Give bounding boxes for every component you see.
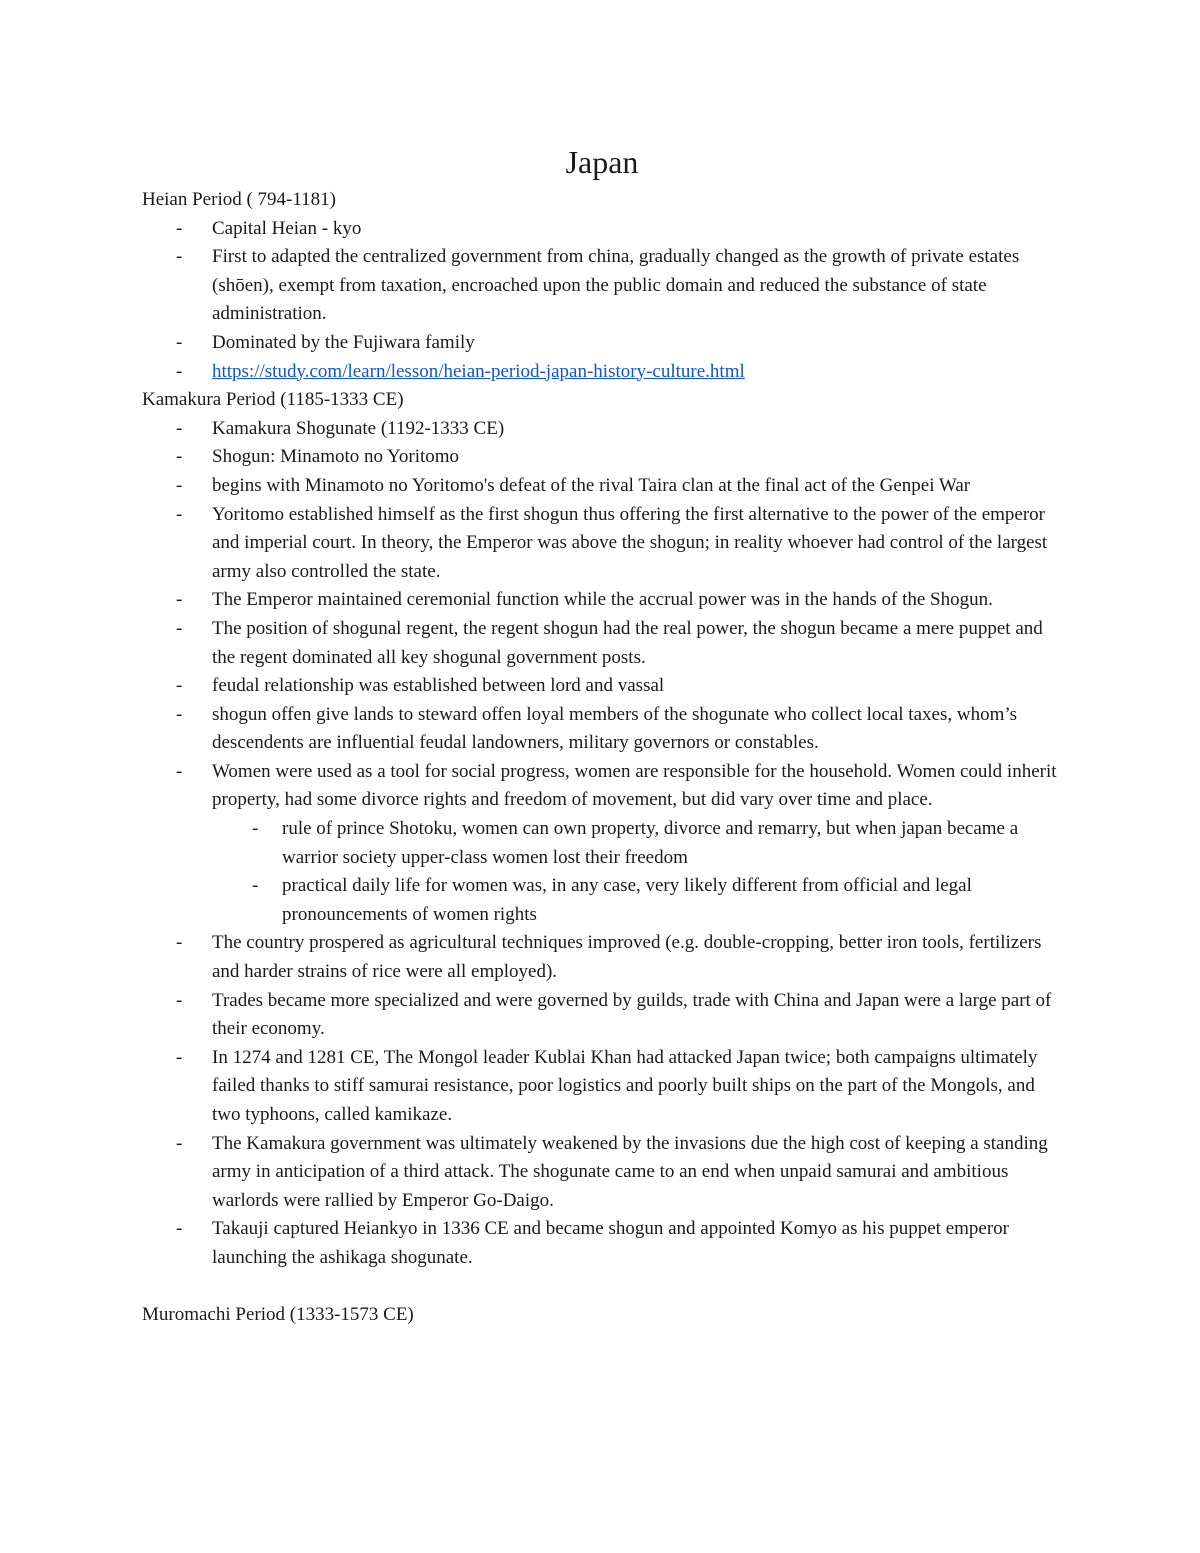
bullet-dash: - (176, 217, 183, 239)
list-item (142, 758, 1062, 930)
sub-list-item (212, 872, 1062, 929)
list-item (142, 472, 1062, 501)
list-item-text: The country prospered as agricultural techniques improved (e.g. double-cropping, better iron tools, fertilizers and harder strains of rice were all employed). (212, 932, 1042, 983)
list-item (142, 672, 1062, 701)
list-item (142, 615, 1062, 672)
bullet-dash: - (176, 932, 183, 954)
list-item-text: Takauji captured Heiankyo in 1336 CE and became shogun and appointed Komyo as his puppet emperor launching the ashikaga shogunate. (212, 1218, 1009, 1268)
bullet-dash: - (252, 818, 259, 840)
section-heading-muromachi: Muromachi Period (1333-1573 CE) (142, 1304, 414, 1326)
women-sub-list (212, 815, 1062, 929)
list-item-text: Kamakura Shogunate (1192-1333 CE) (212, 417, 505, 439)
list-item (142, 243, 1062, 329)
bullet-dash: - (176, 1218, 183, 1240)
bullet-dash: - (176, 331, 183, 353)
section-heading-kamakura: Kamakura Period (1185-1333 CE) (142, 389, 404, 411)
list-item (142, 1130, 1062, 1216)
list-item-text: Capital Heian - kyo (212, 217, 362, 239)
list-item-text: Shogun: Minamoto no Yoritomo (212, 446, 460, 468)
bullet-dash: - (176, 474, 183, 496)
document-page (142, 140, 1062, 1330)
bullet-dash: - (176, 675, 183, 697)
list-item (142, 1215, 1062, 1272)
list-item-text: shogun offen give lands to steward offen loyal members of the shogunate who collect local taxes, whom’s descendents are influential feudal landowners, military governors or constables. (212, 703, 1018, 754)
list-item-text: The Emperor maintained ceremonial function while the accrual power was in the hands of the Shogun. (212, 589, 993, 611)
blank-line (142, 1273, 1062, 1302)
bullet-dash: - (176, 1046, 183, 1068)
list-item (142, 701, 1062, 758)
bullet-dash: - (176, 246, 183, 268)
list-item (142, 329, 1062, 358)
list-item (142, 1044, 1062, 1130)
list-item-text: First to adapted the centralized government from china, gradually changed as the growth of private estates (shōen), exempt from taxation, encroached upon the public domain and reduced the substance of state administration. (212, 246, 1020, 325)
list-item-text: Women were used as a tool for social progress, women are responsible for the household. Women could inherit property, had some divorce rights and freedom of movement, but did vary over time and place. (212, 760, 1057, 811)
section-heading-heian: Heian Period ( 794-1181) (142, 189, 336, 210)
list-item-text: Yoritomo established himself as the first shogun thus offering the first alternative to the power of the emperor and imperial court. In theory, the Emperor was above the shogun; in reality whoever had control of the largest army also controlled the state. (212, 503, 1048, 582)
sub-list-item (212, 815, 1062, 872)
list-item-text: The Kamakura government was ultimately weakened by the invasions due the high cost of keeping a standing army in anticipation of a third attack. The shogunate came to an end when unpaid samurai and ambitious warlords were rallied by Emperor Go-Daigo. (212, 1132, 1048, 1211)
heian-bullet-list (142, 215, 1062, 387)
sub-list-item-text: rule of prince Shotoku, women can own property, divorce and remarry, but when japan became a warrior society upper-class women lost their freedom (282, 818, 1019, 868)
sub-list-item-text: practical daily life for women was, in any case, very likely different from official and legal pronouncements of women rights (282, 875, 972, 925)
list-item-text: The position of shogunal regent, the regent shogun had the real power, the shogun became a mere puppet and the regent dominated all key shogunal government posts. (212, 617, 1043, 668)
list-item (142, 215, 1062, 244)
bullet-dash: - (252, 875, 259, 897)
bullet-dash: - (176, 589, 183, 611)
bullet-dash: - (176, 360, 183, 382)
list-item-text: Trades became more specialized and were governed by guilds, trade with China and Japan were a large part of their economy. (212, 989, 1052, 1040)
list-item (142, 415, 1062, 444)
document-title: Japan (565, 144, 639, 180)
list-item-text: Dominated by the Fujiwara family (212, 331, 475, 353)
bullet-dash: - (176, 760, 183, 782)
list-item (142, 987, 1062, 1044)
bullet-dash: - (176, 703, 183, 725)
list-item (142, 929, 1062, 986)
bullet-dash: - (176, 503, 183, 525)
bullet-dash: - (176, 617, 183, 639)
list-item-text: begins with Minamoto no Yoritomo's defeat of the rival Taira clan at the final act of the Genpei War (212, 474, 971, 496)
kamakura-bullet-list (142, 415, 1062, 1273)
list-item (142, 443, 1062, 472)
list-item (142, 358, 1062, 387)
study-com-link[interactable]: https://study.com/learn/lesson/heian-period-japan-history-culture.html (212, 360, 745, 382)
list-item (142, 501, 1062, 587)
bullet-dash: - (176, 417, 183, 439)
list-item-text: feudal relationship was established between lord and vassal (212, 675, 665, 697)
bullet-dash: - (176, 446, 183, 468)
bullet-dash: - (176, 989, 183, 1011)
bullet-dash: - (176, 1132, 183, 1154)
list-item-text: In 1274 and 1281 CE, The Mongol leader Kublai Khan had attacked Japan twice; both campaigns ultimately failed thanks to stiff samurai resistance, poor logistics and poorly built ships on the part of the Mongols, and two typhoons, called kamikaze. (212, 1046, 1038, 1125)
list-item (142, 586, 1062, 615)
